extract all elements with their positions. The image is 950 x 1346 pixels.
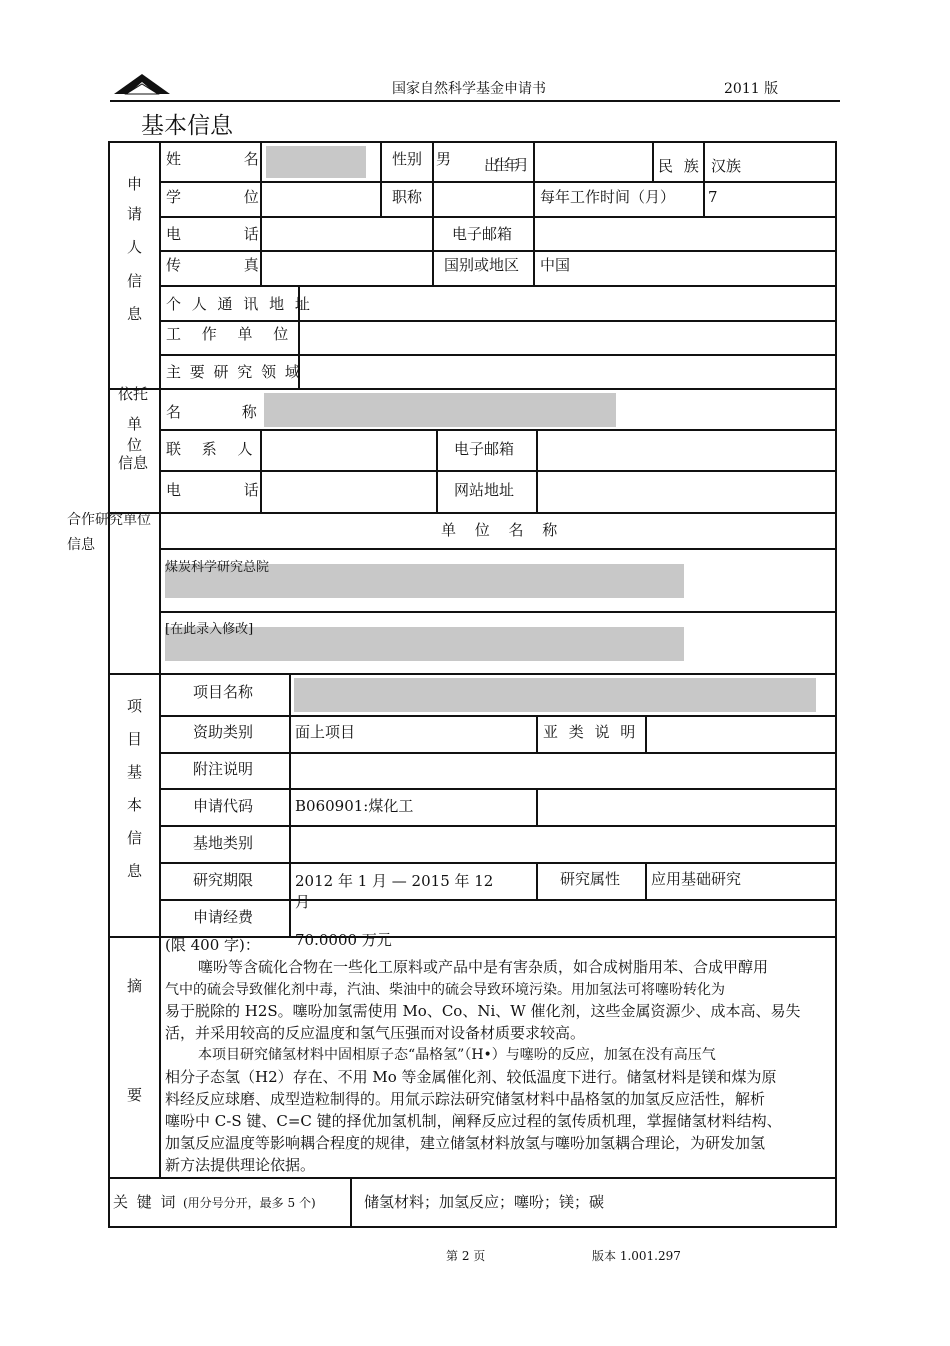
base-label: 基地类别 — [193, 834, 254, 852]
coop-group-label-2: 信息 — [67, 537, 95, 553]
keywords-hint: (用分号分开，最多 5 个) — [183, 1196, 316, 1210]
website-label: 网站地址 — [454, 481, 515, 499]
row-line — [160, 788, 836, 790]
col-line — [536, 429, 538, 513]
row-line — [160, 611, 836, 613]
col-line — [645, 862, 647, 900]
section-line — [108, 1177, 837, 1179]
coop-group-label-1: 合作研究单位 — [67, 512, 151, 528]
attribute-label: 研究属性 — [560, 870, 621, 888]
email-label: 电子邮箱 — [452, 225, 513, 243]
row-line — [160, 320, 836, 322]
row-line — [160, 862, 836, 864]
row-line — [160, 752, 836, 754]
col-line — [289, 673, 291, 936]
header-version: 2011 版 — [724, 81, 779, 97]
project-name-redacted — [294, 678, 816, 712]
project-group-label-4: 本 — [127, 796, 143, 814]
row-line — [160, 548, 836, 550]
abstract-line: 新方法提供理论依据。 — [165, 1156, 316, 1174]
contact-label: 联 系 人 — [166, 440, 253, 458]
research-field-label: 主 要 研 究 领 域 — [166, 363, 300, 381]
col-line — [432, 141, 434, 216]
work-time-label: 每年工作时间（月） — [540, 188, 676, 206]
col-line — [536, 715, 538, 753]
col-line — [645, 715, 647, 753]
host-group-label-2: 单 — [127, 415, 143, 433]
abstract-line: 料经反应球磨、成型造粒制得的。用氚示踪法研究储氢材料中晶格氢的加氢反应活性，解析 — [165, 1090, 766, 1108]
table-bottom-border — [108, 1226, 837, 1228]
budget-value: 70.0000 万元 — [295, 931, 392, 949]
funding-label: 资助类别 — [193, 723, 254, 741]
row-line — [160, 354, 836, 356]
host-group-label-4: 信息 — [118, 454, 149, 472]
attribute-value: 应用基础研究 — [651, 870, 742, 888]
abstract-label-2: 要 — [127, 1086, 143, 1104]
period-label: 研究期限 — [193, 871, 254, 889]
name-label: 姓 名 — [166, 150, 259, 168]
footer-version: 版本 1.001.297 — [592, 1249, 681, 1263]
host-name-label: 名 称 — [166, 403, 257, 421]
birth-label: 出生年月 — [484, 156, 525, 174]
coop-unit-2: [在此录入修改] — [165, 622, 254, 637]
col-line — [260, 141, 262, 286]
project-group-label-6: 息 — [127, 862, 143, 880]
applicant-group-label-1: 申 — [127, 175, 143, 193]
section-line — [108, 388, 837, 390]
col-line — [703, 141, 705, 216]
phone-label: 电 话 — [166, 225, 259, 243]
subclass-label: 亚 类 说 明 — [543, 723, 636, 741]
budget-label: 申请经费 — [193, 908, 254, 926]
row-line — [160, 899, 836, 901]
keywords-label: 关 键 词 — [113, 1193, 176, 1211]
project-group-label-1: 项 — [127, 697, 143, 715]
address-label: 个 人 通 讯 地 址 — [166, 295, 310, 313]
group-column-divider — [159, 141, 161, 1177]
col-line — [260, 429, 262, 513]
note-label: 附注说明 — [193, 760, 254, 778]
gender-value: 男 — [436, 150, 452, 168]
work-time-value: 7 — [708, 188, 718, 206]
ethnicity-label: 民 族 — [658, 157, 699, 175]
section-line — [108, 673, 837, 675]
period-value-line2: 月 — [295, 893, 311, 911]
section-title: 基本信息 — [141, 113, 233, 139]
code-value: B060901:煤化工 — [295, 797, 414, 815]
row-line — [160, 825, 836, 827]
col-line — [533, 141, 535, 216]
abstract-line: 噻吩中 C-S 键、C=C 键的择优加氢机制，阐释反应过程的氢传质机理，掌握储氢材料结构、 — [165, 1112, 782, 1130]
abstract-line: 相分子态氢（H2）存在、不用 Mo 等金属催化剂、较低温度下进行。储氢材料是镁和煤为原 — [165, 1068, 777, 1086]
applicant-group-label-4: 信 — [127, 272, 143, 290]
code-label: 申请代码 — [193, 797, 254, 815]
country-value: 中国 — [540, 256, 571, 274]
footer-page: 第 2 页 — [446, 1249, 486, 1263]
project-group-label-2: 目 — [127, 730, 143, 748]
col-line — [652, 141, 654, 182]
host-group-label-1: 依托 — [118, 385, 149, 403]
applicant-group-label-5: 息 — [127, 305, 143, 323]
abstract-line: 本项目研究储氢材料中固相原子态“晶格氢”（H•）与噻吩的反应，加氢在没有高压气 — [198, 1047, 716, 1063]
abstract-line: 活，并采用较高的反应温度和氢气压强而对设备材质要求较高。 — [165, 1024, 586, 1042]
degree-label: 学 位 — [166, 188, 259, 206]
abstract-line: 气中的硫会导致催化剂中毒，汽油、柴油中的硫会导致环境污染。用加氢法可将噻吩转化为 — [165, 982, 725, 998]
table-top-border — [108, 141, 837, 143]
nsfc-logo-icon — [112, 70, 172, 98]
host-name-redacted — [264, 393, 616, 427]
header-rule — [110, 100, 840, 102]
unit-name-header: 单 位 名 称 — [441, 521, 558, 539]
col-line — [436, 429, 438, 513]
project-group-label-3: 基 — [127, 763, 143, 781]
row-line — [160, 715, 836, 717]
country-label: 国别或地区 — [444, 256, 520, 274]
coop-unit-1: 煤炭科学研究总院 — [165, 560, 270, 575]
keywords-value: 储氢材料；加氢反应；噻吩；镁；碳 — [364, 1193, 605, 1211]
col-line — [536, 862, 538, 900]
gender-label: 性别 — [392, 150, 423, 168]
employer-label: 工 作 单 位 — [166, 325, 289, 343]
funding-value: 面上项目 — [295, 723, 356, 741]
abstract-label-1: 摘 — [127, 977, 143, 995]
ethnicity-value: 汉族 — [711, 157, 742, 175]
applicant-group-label-3: 人 — [127, 238, 143, 256]
host-group-label-3: 位 — [127, 436, 143, 454]
applicant-group-label-2: 请 — [127, 205, 143, 223]
project-group-label-5: 信 — [127, 829, 143, 847]
abstract-line: 加氢反应温度等影响耦合程度的规律，建立储氢材料放氢与噻吩加氢耦合理论，为研发加氢 — [165, 1134, 766, 1152]
col-line — [380, 141, 382, 216]
abstract-line: 噻吩等含硫化合物在一些化工原料或产品中是有害杂质，如合成树脂用苯、合成甲醇用 — [198, 958, 769, 976]
host-phone-label: 电 话 — [166, 481, 259, 499]
name-redacted — [266, 146, 366, 178]
abstract-line: 易于脱除的 H2S。噻吩加氢需使用 Mo、Co、Ni、W 催化剂，这些金属资源少、成本高、易失 — [165, 1002, 801, 1020]
abstract-limit: (限 400 字)： — [165, 936, 260, 954]
title-label: 职称 — [392, 188, 423, 206]
header-title: 国家自然科学基金申请书 — [392, 81, 546, 97]
col-line — [536, 788, 538, 826]
host-email-label: 电子邮箱 — [454, 440, 515, 458]
col-line — [350, 1177, 352, 1227]
fax-label: 传 真 — [166, 256, 259, 274]
col-line — [432, 216, 434, 286]
table-right-border — [835, 141, 837, 1228]
section-line — [108, 512, 837, 514]
period-value-line1: 2012 年 1 月 — 2015 年 12 — [295, 872, 494, 890]
table-left-border — [108, 141, 110, 1228]
project-name-label: 项目名称 — [193, 683, 254, 701]
col-line — [533, 216, 535, 286]
